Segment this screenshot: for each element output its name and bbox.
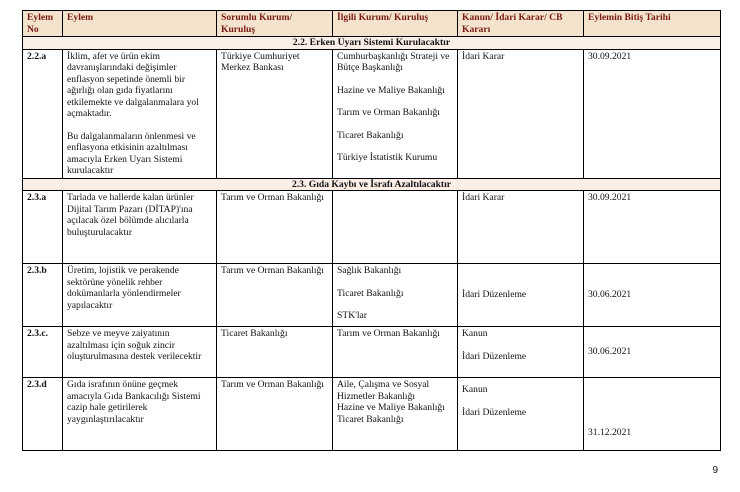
page-number: 9 [712, 465, 718, 476]
law-type: İdari Düzenleme [462, 350, 527, 362]
related-body: STK'lar [337, 310, 367, 321]
action-number: 2.3.a [23, 191, 63, 264]
law-type: İdari Karar [458, 49, 584, 178]
action-number: 2.3.b [23, 264, 63, 327]
header-no: Eylem No [23, 11, 63, 37]
related-bodies [333, 378, 458, 451]
law-types [458, 378, 584, 451]
deadline: 31.12.2021 [584, 378, 721, 451]
action-description [63, 49, 217, 178]
related-body: Türkiye İstatistik Kurumu [337, 152, 438, 163]
related-body: Ticaret Bakanlığı [337, 287, 404, 299]
deadline: 30.09.2021 [584, 49, 721, 178]
deadline: 30.09.2021 [584, 191, 721, 264]
responsible-body: Tarım ve Orman Bakanlığı [217, 264, 333, 327]
header-row [23, 11, 721, 37]
responsible-body: Tarım ve Orman Bakanlığı [217, 378, 333, 451]
header-deadline: Eylemin Bitiş Tarihi [584, 11, 721, 37]
table-row [23, 191, 721, 264]
responsible-body: Ticaret Bakanlığı [217, 327, 333, 378]
header-responsible: Sorumlu Kurum/ Kuruluş [217, 11, 333, 37]
action-description: Tarlada ve hallerde kalan ürünler Dijital Tarım Pazarı (DİTAP)'ına açılacak özel bölümde alıcılarla buluşturulacaktır [63, 191, 217, 264]
law-type: İdari Düzenleme [462, 406, 527, 418]
action-description: Gıda israfının önüne geçmek amacıyla Gıda Bankacılığı Sistemi cazip hale getirilerek yaygınlaştırılacaktır [63, 378, 217, 451]
related-body: Aile, Çalışma ve Sosyal Hizmetler Bakanlığı [337, 379, 430, 402]
action-text: Bu dalgalanmaların önlenmesi ve enflasyona etkisinin azaltılması amacıyla Erken Uyarı Sistemi kurulacaktır [67, 130, 196, 176]
action-plan-table [22, 10, 721, 451]
section-title: 2.3. Gıda Kaybı ve İsrafı Azaltılacaktır [23, 178, 721, 191]
related-body: Hazine ve Maliye Bakanlığı [337, 402, 445, 413]
related-body: Tarım ve Orman Bakanlığı [333, 327, 458, 378]
header-law: Kanun/ İdari Karar/ CB Kararı [458, 11, 584, 37]
responsible-body: Tarım ve Orman Bakanlığı [217, 191, 333, 264]
action-number: 2.3.d [23, 378, 63, 451]
law-type: İdari Düzenleme [458, 264, 584, 327]
table-row [23, 264, 721, 327]
related-body: Ticaret Bakanlığı [337, 413, 404, 425]
section-row [23, 37, 721, 50]
related-body: Tarım ve Orman Bakanlığı [337, 107, 440, 118]
table-row [23, 327, 721, 378]
related-body: Sağlık Bakanlığı [337, 265, 402, 276]
law-type: İdari Karar [458, 191, 584, 264]
table-row [23, 49, 721, 178]
related-body: Ticaret Bakanlığı [337, 129, 404, 141]
action-description: Sebze ve meyve zaiyatının azaltılması için soğuk zincir oluşturulmasına destek verilecektir [63, 327, 217, 378]
table-row [23, 378, 721, 451]
responsible-body: Türkiye Cumhuriyet Merkez Bankası [217, 49, 333, 178]
section-title: 2.2. Erken Uyarı Sistemi Kurulacaktır [23, 37, 721, 50]
header-action: Eylem [63, 11, 217, 37]
section-row [23, 178, 721, 191]
law-type: Kanun [462, 384, 488, 395]
related-body: Cumhurbaşkanlığı Strateji ve Bütçe Başkanlığı [337, 50, 450, 73]
action-text: İklim, afet ve ürün ekim davranışlarındaki değişimler enflasyon sepetinde önemli bir ağırlığı olan gıda fiyatlarını etkilemekte ve dalgalanmalara yol açmaktadır. [67, 50, 199, 119]
law-type: Kanun [462, 328, 488, 339]
header-related: İlgili Kurum/ Kuruluş [333, 11, 458, 37]
related-bodies [333, 49, 458, 178]
deadline: 30.06.2021 [584, 264, 721, 327]
action-number: 2.3.c. [23, 327, 63, 378]
related-body: Hazine ve Maliye Bakanlığı [337, 84, 445, 96]
law-types [458, 327, 584, 378]
related-bodies [333, 264, 458, 327]
related-bodies [333, 191, 458, 264]
deadline: 30.06.2021 [584, 327, 721, 378]
action-description: Üretim, lojistik ve perakende sektörüne yönelik rehber dokümanlarla yönlendirmeler yapılacaktır [63, 264, 217, 327]
action-number: 2.2.a [23, 49, 63, 178]
